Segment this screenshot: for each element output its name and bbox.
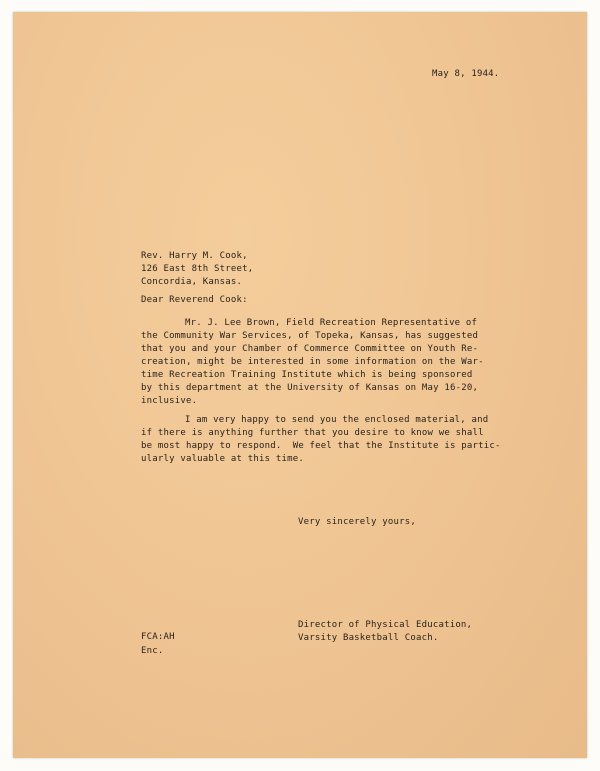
paragraph-line: the Community War Services, of Topeka, Kansas, has suggested — [141, 331, 479, 341]
recipient-address — [141, 250, 253, 289]
paragraph-1 — [141, 317, 484, 408]
signature-line: Director of Physical Education, — [298, 620, 473, 630]
paragraph-line: I am very happy to send you the enclosed material, and — [185, 415, 489, 425]
paragraph-line: ularly valuable at this time. — [141, 454, 304, 464]
paragraph-line: that you and your Chamber of Commerce Committee on Youth Re- — [141, 344, 479, 354]
paragraph-line: by this department at the University of Kansas on May 16-20, — [141, 383, 479, 393]
closing: Very sincerely yours, — [298, 517, 416, 527]
paragraph-line: if there is anything further that you desire to know we shall — [141, 428, 484, 438]
reference-initials: FCA:AH — [141, 632, 175, 642]
letter-date: May 8, 1944. — [432, 69, 500, 79]
paragraph-2 — [141, 414, 501, 466]
enclosure-note: Enc. — [141, 646, 164, 656]
salutation: Dear Reverend Cook: — [141, 295, 248, 305]
paragraph-line: Mr. J. Lee Brown, Field Recreation Representative of — [185, 318, 478, 328]
address-line: Concordia, Kansas. — [141, 277, 243, 287]
paragraph-line: time Recreation Training Institute which is being sponsored — [141, 370, 473, 380]
signature-line: Varsity Basketball Coach. — [298, 633, 439, 643]
paragraph-line: creation, might be interested in some information on the War- — [141, 357, 484, 367]
paragraph-line: be most happy to respond. We feel that the Institute is partic- — [141, 441, 501, 451]
paragraph-line: inclusive. — [141, 396, 198, 406]
signature-title — [298, 619, 472, 645]
address-line: 126 East 8th Street, — [141, 264, 254, 274]
address-line: Rev. Harry M. Cook, — [141, 251, 248, 261]
